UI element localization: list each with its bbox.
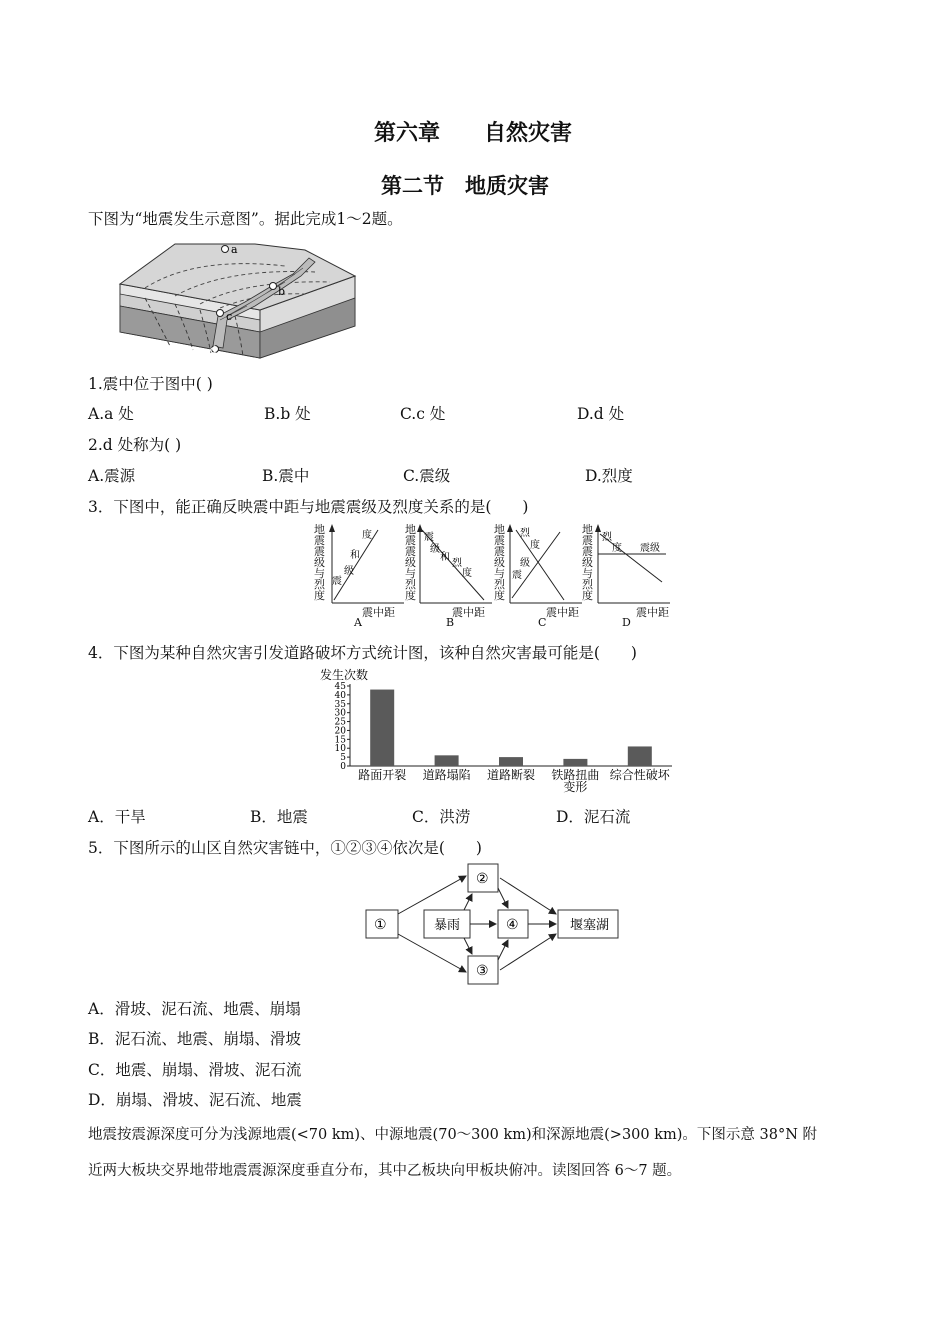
section-title: 第二节 地质灾害 xyxy=(381,173,549,198)
q3-a-l1: 度 xyxy=(362,530,372,541)
q5-flow-diagram xyxy=(360,862,625,990)
flow-node-1: ① xyxy=(374,917,387,933)
q1-option-c[interactable]: C.c 处 xyxy=(400,405,446,423)
q3-b-l5: 度 xyxy=(462,568,472,579)
bar xyxy=(628,746,652,766)
q3-b-xlabel: 震中距 xyxy=(452,606,485,619)
y-tick-label: 15 xyxy=(334,735,346,746)
y-tick-label: 10 xyxy=(334,744,346,755)
y-tick-label: 25 xyxy=(334,717,346,728)
q1-option-b[interactable]: B.b 处 xyxy=(264,405,311,423)
y-tick-label: 30 xyxy=(334,708,346,719)
q2-option-d[interactable]: D.烈度 xyxy=(585,467,633,485)
q3-c-l1: 烈 xyxy=(520,528,530,539)
q3-d-l2: 度 xyxy=(612,543,622,554)
q3-a-xlabel: 震中距 xyxy=(362,606,395,619)
q2-stem: 2.d 处称为( ) xyxy=(88,436,182,454)
q3-b-l3: 和 xyxy=(440,552,450,563)
flow-node-3: ③ xyxy=(476,963,489,979)
q3-c-l4: 震 xyxy=(512,570,522,581)
y-tick-label: 35 xyxy=(334,699,346,710)
intro-1: 下图为“地震发生示意图”。据此完成1～2题。 xyxy=(88,210,403,228)
y-tick-label: 45 xyxy=(334,682,346,692)
x-tick-label: 路面开裂 xyxy=(358,768,407,782)
q3-panel-a xyxy=(326,524,406,616)
q3-b-letter[interactable]: B xyxy=(446,616,455,629)
bar xyxy=(563,759,587,766)
q1-stem: 1.震中位于图中( ) xyxy=(88,375,213,393)
q4-stem: 4．下图为某种自然灾害引发道路破坏方式统计图，该种自然灾害最可能是( ) xyxy=(88,644,637,662)
label-b: b xyxy=(278,285,286,298)
q3-a-l4: 震 xyxy=(332,576,342,587)
q2-option-a[interactable]: A.震源 xyxy=(88,467,136,485)
q4-option-c[interactable]: C．洪涝 xyxy=(412,808,471,826)
flow-node-lake: 堰塞湖 xyxy=(570,918,610,933)
q3-b-l4: 烈 xyxy=(452,558,462,569)
flow-node-rain: 暴雨 xyxy=(434,918,461,933)
q3-c-ylabel: 地震震级与烈度 xyxy=(494,523,505,602)
q1-option-d[interactable]: D.d 处 xyxy=(577,405,625,423)
x-tick-label: 综合性破坏 xyxy=(609,768,670,782)
q3-panel-d xyxy=(592,524,672,616)
y-tick-label: 40 xyxy=(334,690,346,701)
chapter-title: 第六章 自然灾害 xyxy=(374,120,573,146)
q4-option-a[interactable]: A．干旱 xyxy=(88,808,146,826)
q2-option-c[interactable]: C.震级 xyxy=(403,467,451,485)
q5-option-c[interactable]: C．地震、崩塌、滑坡、泥石流 xyxy=(88,1061,302,1079)
flow-node-4: ④ xyxy=(506,917,519,933)
y-tick-label: 20 xyxy=(334,726,346,737)
q5-option-d[interactable]: D．崩塌、滑坡、泥石流、地震 xyxy=(88,1091,302,1109)
q3-panel-b xyxy=(414,524,494,616)
q3-c-l3: 级 xyxy=(520,558,530,569)
q3-d-ylabel: 地震震级与烈度 xyxy=(582,523,593,602)
q4-option-b[interactable]: B．地震 xyxy=(250,808,308,826)
q5-stem: 5．下图所示的山区自然灾害链中，①②③④依次是( ) xyxy=(88,839,482,857)
q5-option-a[interactable]: A．滑坡、泥石流、地震、崩塌 xyxy=(88,1000,301,1018)
intro-6-line2: 近两大板块交界地带地震震源深度垂直分布，其中乙板块向甲板块俯冲。读图回答 6～7 题。 xyxy=(88,1163,682,1179)
q3-b-ylabel: 地震震级与烈度 xyxy=(405,523,416,602)
label-d: d xyxy=(210,345,217,356)
x-tick-label: 铁路扭曲 xyxy=(551,768,600,782)
bar xyxy=(499,757,523,766)
q1-option-a[interactable]: A.a 处 xyxy=(88,405,134,423)
q3-panel-c xyxy=(504,524,584,616)
q4-bar-chart xyxy=(316,666,676,796)
q5-option-b[interactable]: B．泥石流、地震、崩塌、滑坡 xyxy=(88,1030,301,1048)
q3-a-l2: 和 xyxy=(350,550,360,561)
q3-b-l2: 级 xyxy=(430,544,440,555)
label-c: c xyxy=(226,310,233,323)
q4-option-d[interactable]: D．泥石流 xyxy=(556,808,631,826)
q3-c-l2: 度 xyxy=(530,540,540,551)
q3-c-xlabel: 震中距 xyxy=(546,606,579,619)
flow-node-2: ② xyxy=(476,871,489,887)
q3-a-ylabel: 地震震级与烈度 xyxy=(314,523,325,602)
x-tick-label: 变形 xyxy=(563,780,588,794)
earthquake-block-diagram xyxy=(115,236,360,364)
bar xyxy=(370,690,394,766)
q3-a-letter[interactable]: A xyxy=(354,616,362,629)
q3-d-l3: 震级 xyxy=(640,543,660,554)
q3-c-letter[interactable]: C xyxy=(538,616,547,629)
y-tick-label: 0 xyxy=(340,762,346,772)
q3-stem: 3．下图中，能正确反映震中距与地震震级及烈度关系的是( ) xyxy=(88,498,529,516)
q3-d-l1: 烈 xyxy=(602,532,612,543)
chart-ylabel: 发生次数 xyxy=(320,668,369,682)
q3-d-letter[interactable]: D xyxy=(622,616,631,629)
intro-6-line1: 地震按震源深度可分为浅源地震(<70 km)、中源地震(70～300 km)和深源地震(>300 km)。下图示意 38°N 附 xyxy=(88,1127,818,1143)
bar xyxy=(435,755,459,766)
q3-b-l1: 震 xyxy=(424,532,434,543)
label-a: a xyxy=(231,243,238,256)
q3-d-xlabel: 震中距 xyxy=(636,606,669,619)
x-tick-label: 道路断裂 xyxy=(486,768,536,782)
q3-a-l3: 级 xyxy=(344,566,354,577)
q2-option-b[interactable]: B.震中 xyxy=(262,467,310,485)
x-tick-label: 道路塌陷 xyxy=(422,768,471,782)
y-tick-label: 5 xyxy=(340,753,346,764)
